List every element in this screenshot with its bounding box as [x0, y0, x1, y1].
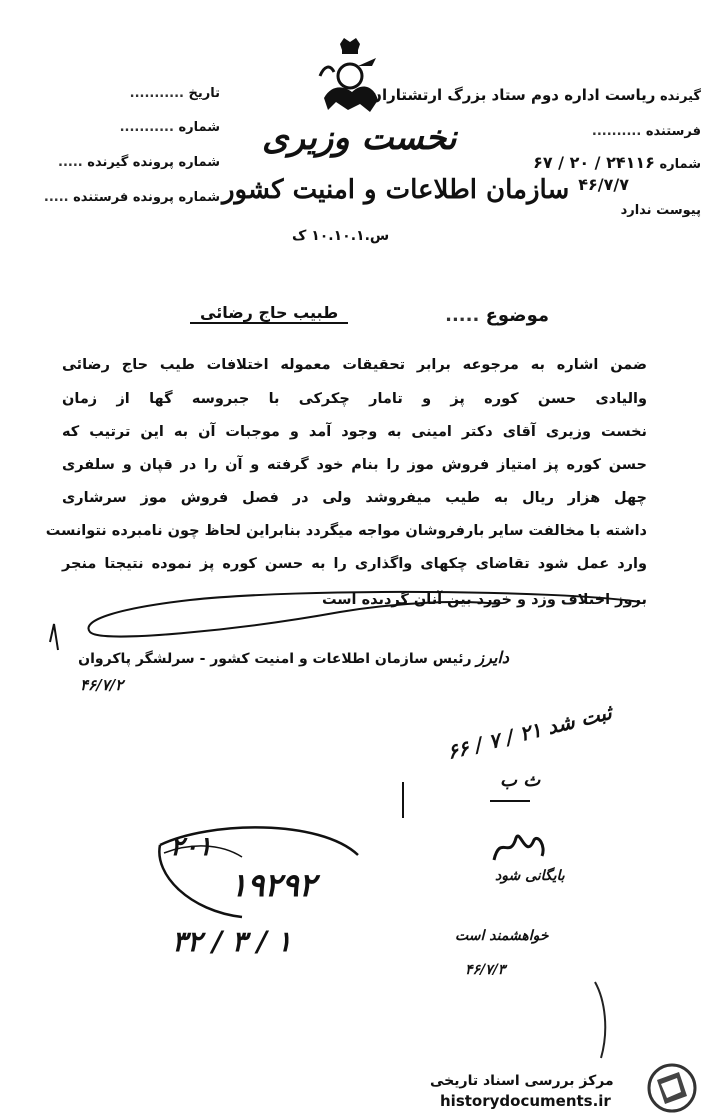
- enclosure-label: پیوست: [656, 203, 701, 218]
- body-line: ضمن اشاره به مرجوعه برابر تحقیقات معموله اختلافات طیب حاج رضائی: [62, 357, 647, 373]
- date-value: ۴۶/۷/۷: [578, 175, 629, 194]
- divider-stroke: [490, 800, 530, 802]
- handwritten-signature-scribble: [490, 830, 550, 866]
- lion-and-sun-emblem-icon: [318, 36, 382, 118]
- signature-line: [78, 648, 509, 667]
- handwritten-note-archive: بایگانی شود: [495, 868, 565, 884]
- subject-value: طبیب حاج رضائی: [190, 303, 348, 324]
- left-number-line: شماره ...........: [119, 120, 220, 135]
- recipient-value: ریاست اداره دوم ستاد بزرگ ارتشتاران: [369, 86, 656, 104]
- body-line: والیادی حسن کوره پز و تامار چکرکی با جبروسه گها از زمان: [62, 391, 647, 407]
- stamp-oval-number: ۲۰۱: [170, 832, 212, 862]
- margin-stroke: [402, 782, 404, 818]
- sender-number-line: شماره پرونده فرستنده .....: [43, 190, 220, 205]
- signature-label: رئیس سازمان اطلاعات و امنیت کشور - سرلشگر پاکروان: [78, 651, 472, 667]
- sender-line: فرستنده ..........: [591, 124, 701, 139]
- handwritten-note-date: ۴۶/۷/۳: [465, 962, 506, 978]
- number-line: [533, 153, 701, 172]
- stamp-big-date: ۳۲ / ۳ / ۱: [172, 925, 292, 958]
- watermark-logo-icon: [645, 1062, 699, 1114]
- date-line: [578, 175, 629, 194]
- sender-number-label: شماره پرونده فرستنده: [73, 190, 220, 205]
- watermark-text-en: historydocuments.ir: [440, 1092, 611, 1110]
- enclosure-value: ندارد: [620, 203, 652, 218]
- reference-code: س.۱۰.۱۰.۱ ک: [292, 228, 390, 244]
- handwritten-oval-mark: [40, 560, 680, 660]
- enclosure-line: [621, 203, 701, 218]
- signature-date: ۴۶/۷/۲: [80, 676, 124, 694]
- handwritten-note-initials: ث ب: [500, 770, 541, 791]
- number-value: ۲۴۱۱۶ / ۲۰ / ۶۷: [533, 153, 655, 172]
- left-date-label: تاریخ: [188, 86, 220, 101]
- subject-line: موضوع .....: [445, 305, 549, 326]
- body-line: نخست وزیری آقای دکتر امینی به وجود آمد و موجبات آن به این ترتیب که: [62, 424, 647, 440]
- body-line: داشته با مخالفت سایر بارفروشان مواجه میگردد بنابراین لحاظ چون نامبرده نتوانست: [45, 523, 647, 539]
- watermark-text-fa: مرکز بررسی اسناد تاریخی: [430, 1073, 614, 1089]
- handwritten-note-request: خواهشمند است: [455, 928, 549, 944]
- body-line: چهل هزار ریال به طیب میفروشد ولی در فصل فروش موز سرشاری: [62, 490, 647, 506]
- sender-label: فرستنده: [645, 124, 701, 139]
- body-line: بروز اختلاف وزد و خورد بین آنان گردیده است: [321, 592, 647, 608]
- org-title-prime-ministry: نخست وزیری: [262, 118, 457, 158]
- recipient-line: [369, 86, 701, 104]
- handwritten-note-registered: ثبت شد ۲۱ / ۷ / ۶۶: [444, 699, 615, 765]
- body-line: حسن کوره پز امتیاز فروش موز را بنام خود گرفته و آن را در قپان و سلفری: [62, 457, 647, 473]
- recipient-label: گیرنده: [659, 89, 701, 104]
- signature-mark: دایرز: [476, 648, 509, 667]
- stamp-registration-number: ۱۹۲۹۲: [230, 866, 316, 904]
- recipient-number-line: شماره پرونده گیرنده .....: [58, 155, 220, 170]
- left-date-line: تاریخ ...........: [129, 86, 220, 101]
- number-label: شماره: [659, 157, 701, 172]
- org-title-savak: سازمان اطلاعات و امنیت کشور: [222, 175, 570, 205]
- recipient-number-label: شماره پرونده گیرنده: [87, 155, 220, 170]
- body-line: وارد عمل شود تقاضای چکهای واگذاری را به حسن کوره پز نموده نتیجتا منجر: [62, 556, 647, 572]
- margin-curve: [585, 980, 615, 1060]
- subject-label: موضوع: [485, 305, 549, 326]
- left-number-label: شماره: [178, 120, 220, 135]
